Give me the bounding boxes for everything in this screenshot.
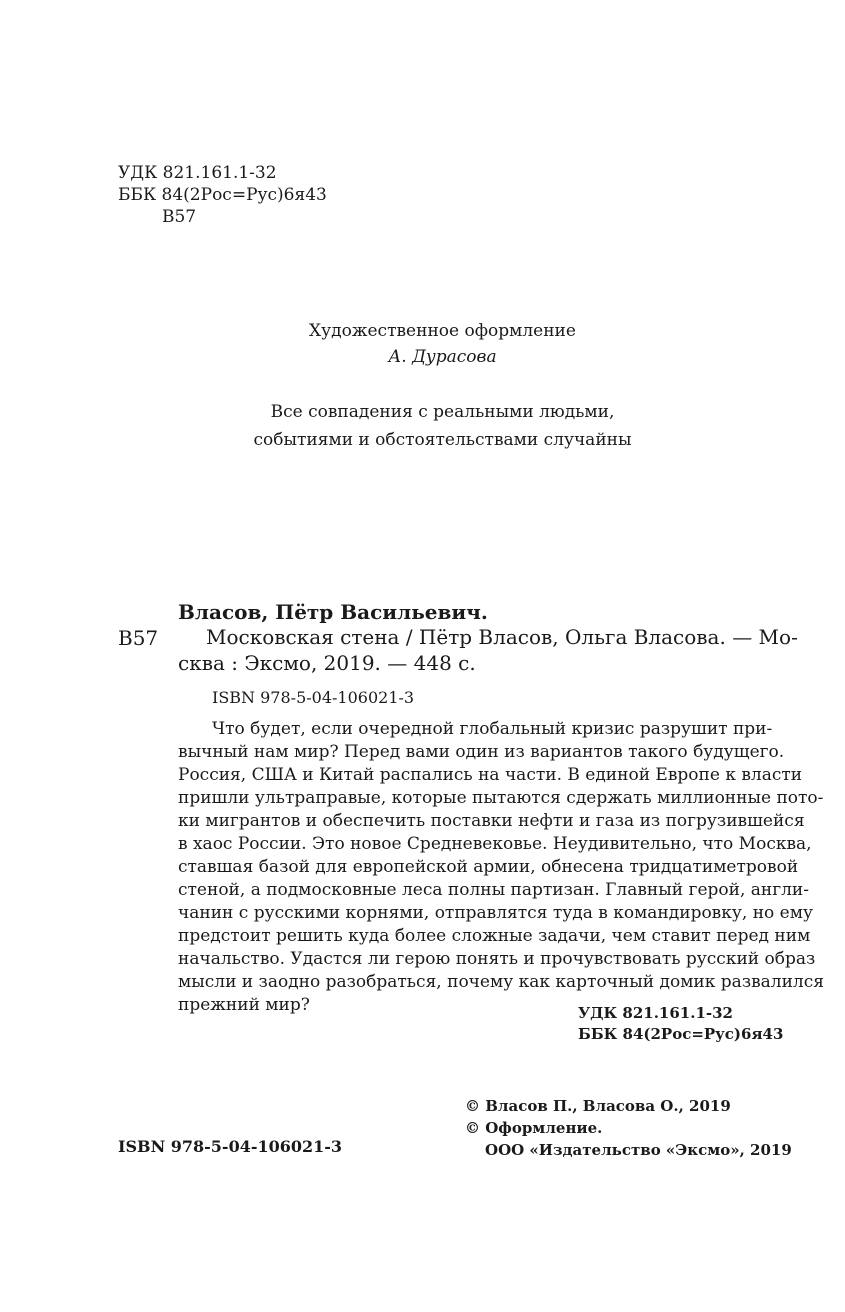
bottom-bbk-code: ББК 84(2Рос=Рус)6я43 [578,1025,784,1043]
bottom-udk-code: УДК 821.161.1-32 [578,1004,733,1022]
annotation-line: предстоит решить куда более сложные задачи, чем ставит перед ним [178,926,811,946]
design-artist: А. Дурасова [388,347,497,367]
copyright-authors: © Власов П., Власова О., 2019 [465,1097,731,1115]
bib-author: Власов, Пётр Васильевич. [178,600,488,624]
disclaimer-line-2: событиями и обстоятельствами случайны [253,430,632,450]
copyright-block [465,1095,792,1161]
annotation [178,718,824,1017]
annotation-line: Россия, США и Китай распались на части. В единой Европе к власти [178,765,803,785]
annotation-line: начальство. Удастся ли герою понять и прочувствовать русский образ [178,949,816,969]
annotation-line: в хаос России. Это новое Средневековье. Неудивительно, что Москва, [178,834,812,854]
footer-isbn: ISBN 978-5-04-106021-3 [118,1137,343,1156]
annotation-line: ставшая базой для европейской армии, обнесена тридцатиметровой [178,857,799,877]
bib-line-2: сква : Эксмо, 2019. — 448 с. [178,651,476,675]
annotation-line: Что будет, если очередной глобальный кризис разрушит при- [212,719,773,739]
design-label: Художественное оформление [309,321,576,341]
copyright-design: © Оформление. [465,1119,603,1137]
annotation-line: пришли ультраправые, которые пытаются сдержать миллионные пото- [178,788,824,808]
bbk-code: ББК 84(2Рос=Рус)6я43 [118,185,327,205]
disclaimer-line-1: Все совпадения с реальными людьми, [270,402,615,422]
copyright-publisher: ООО «Издательство «Эксмо», 2019 [485,1141,792,1159]
bib-line-1: Московская стена / Пётр Власов, Ольга Власова. — Мо- [206,625,798,649]
bib-description [178,624,798,676]
udk-code: УДК 821.161.1-32 [118,163,277,183]
disclaimer [0,398,845,454]
annotation-line: вычный нам мир? Перед вами один из вариантов такого будущего. [178,742,785,762]
annotation-line: мысли и заодно разобраться, почему как карточный домик развалился [178,972,824,992]
design-credit [0,318,845,370]
annotation-line: ки мигрантов и обеспечить поставки нефти и газа из погрузившейся [178,811,805,831]
author-mark: В57 [162,207,197,227]
bottom-classification [578,1003,783,1045]
annotation-line: прежний мир? [178,995,310,1015]
annotation-line: чанин с русскими корнями, отправлятся туда в командировку, но ему [178,903,813,923]
classification-block [118,162,327,228]
bib-isbn: ISBN 978-5-04-106021-3 [212,688,415,707]
bib-author-mark: В57 [118,626,159,650]
annotation-line: стеной, а подмосковные леса полны партизан. Главный герой, англи- [178,880,810,900]
